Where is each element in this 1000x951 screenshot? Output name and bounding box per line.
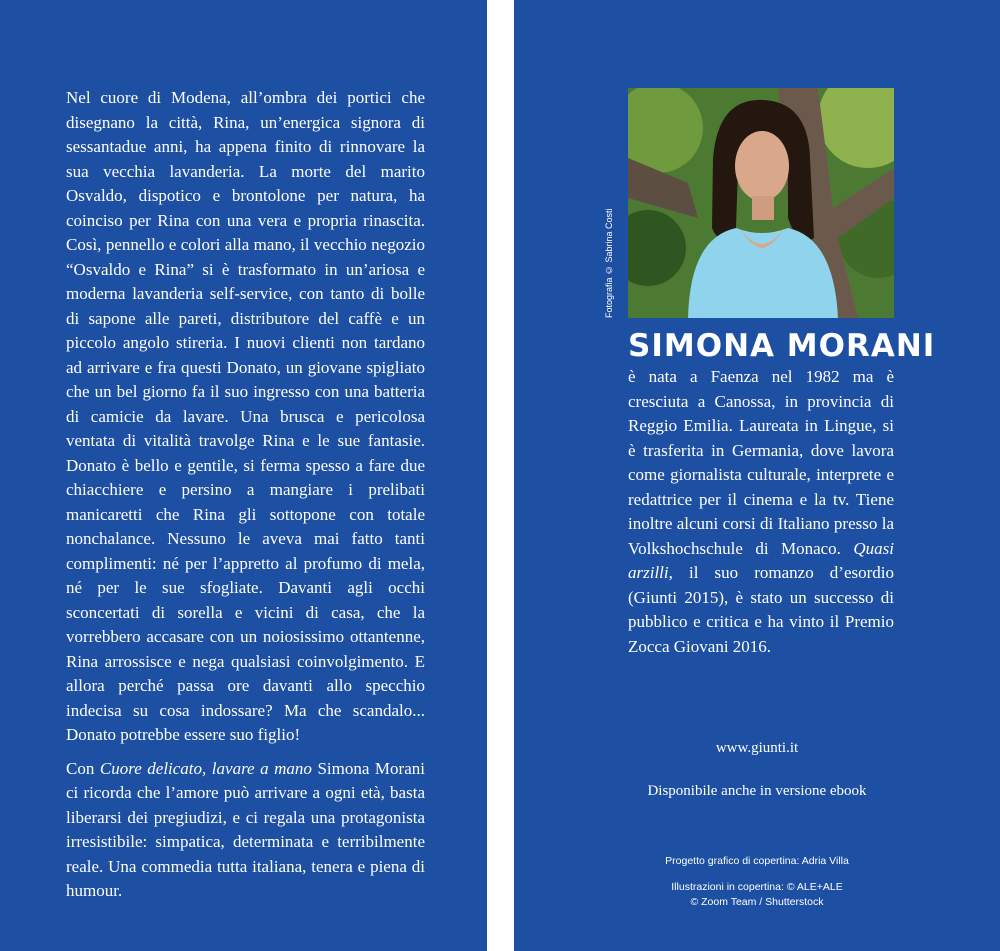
ebook-note: Disponibile anche in versione ebook [647, 783, 867, 799]
author-bio [628, 365, 894, 659]
author-photo [628, 88, 894, 318]
synopsis [66, 86, 425, 904]
book-title: Cuore delicato, lavare a mano [99, 758, 312, 778]
paragraph-prefix: Con [66, 758, 100, 778]
publisher-website: www.giunti.it [715, 740, 799, 756]
illustration-credit-line: Illustrazioni in copertina: © ALE+ALE [671, 881, 843, 893]
synopsis-closing-paragraph [66, 757, 425, 904]
bio-part: , il suo romanzo d’esordio (Giunti 2015), è stato un successo di pubblico e critica e ha vinto il Premio Zocca Giovani 2016. [628, 563, 894, 656]
debut-title: Quasi arzilli [628, 538, 894, 582]
bio-part: è nata a Faenza nel 1982 ma è cresciuta a Canossa, in provincia di Reggio Emilia. Laureata in Lingue, si è trasferita in Germania, dove lavora come giornalista culturale, interprete e redattrice per il cinema e la tv. Tiene inoltre alcuni corsi di Italiano presso la Volkshochschule di Monaco. [628, 367, 894, 558]
paragraph-suffix: Simona Morani ci ricorda che l’amore può arrivare a ogni età, basta liberarsi dei pregiudizi, e ci regala una protagonista irresistibile: simpatica, determinata e terribilmente reale. Una commedia tutta italiana, tenera e piena di humour. [66, 758, 425, 900]
author-name: SIMONA MORANI [628, 328, 936, 364]
illustration-credit-line: © Zoom Team / Shutterstock [690, 896, 824, 908]
back-cover-panel [0, 0, 487, 951]
design-credit: Progetto grafico di copertina: Adria Villa [665, 855, 849, 867]
synopsis-paragraph: Nel cuore di Modena, all’ombra dei portici che disegnano la città, Rina, un’energica signora di sessantadue anni, ha appena finito di rinnovare la sua vecchia lavanderia. La morte del marito Osvaldo, dispotico e brontolone per natura, ha coinciso per Rina con una vera e propria rinascita. Così, pennello e colori alla mano, il vecchio negozio “Osvaldo e Rina” si è trasformato in un’ariosa e moderna lavanderia self-service, con tanto di bolle di sapone alle pareti, distributore del caffè e un piccolo angolo stireria. I nuovi clienti non tardano ad arrivare e fra questi Donato, un giovane spigliato che un bel giorno fa il suo ingresso con una batteria di camicie da lavare. Una brusca e pericolosa ventata di vitalità travolge Rina e le sue fantasie. Donato è bello e gentile, si ferma spesso a fare due chiacchiere e persino a mangiare i prelibati manicaretti che Rina gli sottopone con totale nonchalance. Nessuno le aveva mai fatto tanti complimenti: né per l’appretto al profumo di mela, né per le sue sfogliate. Davanti agli occhi sconcertati di sorella e vicini di casa, che la vorrebbero accasare con un noiosissimo ottantenne, Rina arrossisce e nega qualsiasi coinvolgimento. E allora perché passa ore davanti allo specchio indecisa su cosa indossare? Ma che scandalo... Donato potrebbe essere suo figlio! [66, 88, 425, 744]
photo-credit: Fotografia © Sabrina Costi [604, 208, 614, 318]
author-flap-panel [514, 0, 1000, 951]
illustration-credit [514, 880, 1000, 910]
